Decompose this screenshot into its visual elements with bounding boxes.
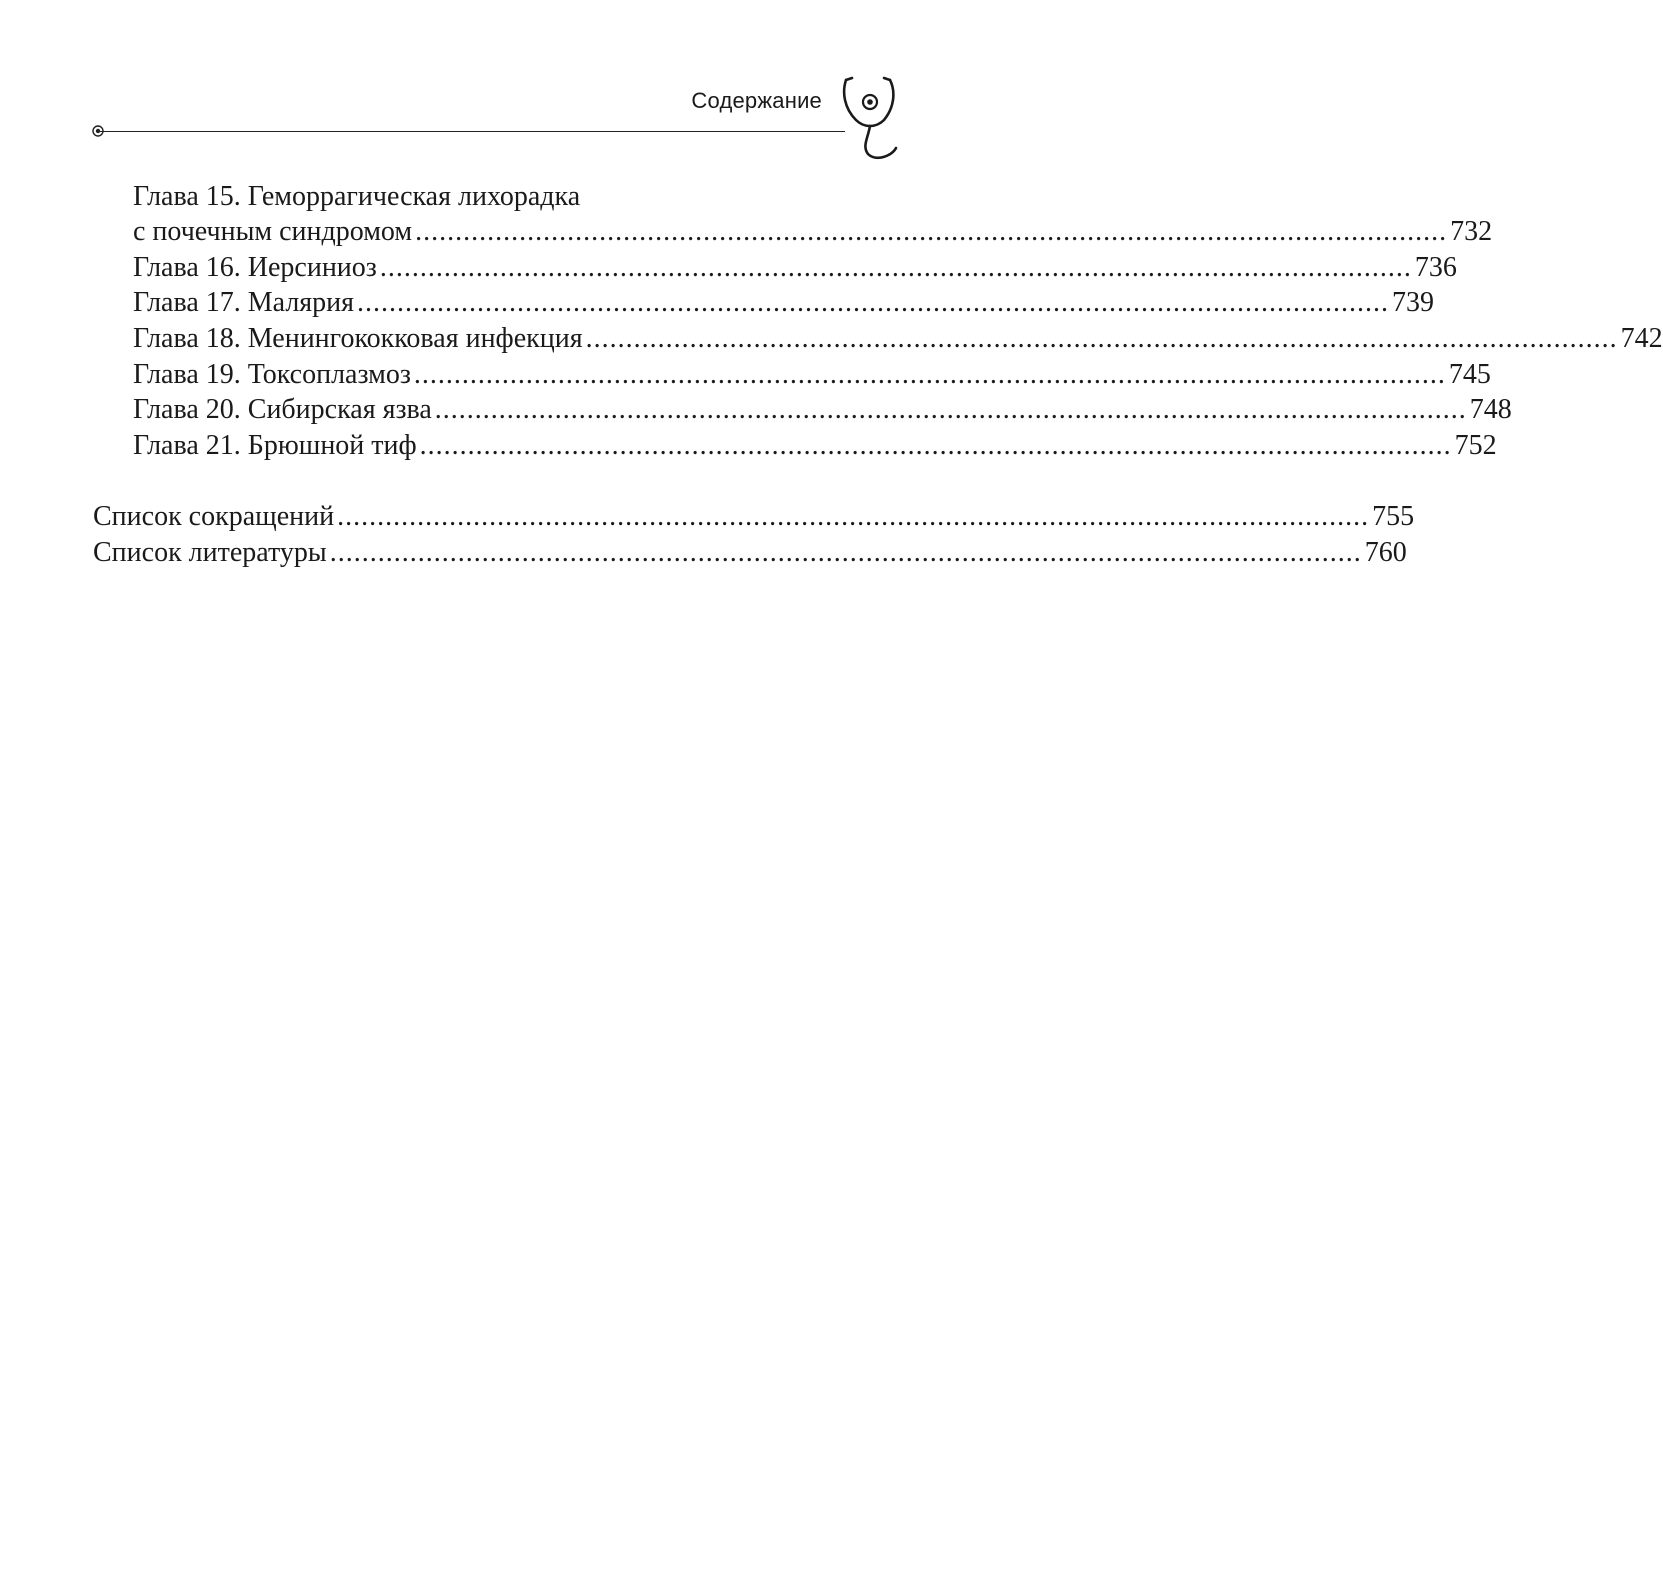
dot-leader: ................................................................................................................................. [357, 287, 1390, 318]
toc-entry-page: 736 [1414, 252, 1457, 283]
dot-leader: ................................................................................................................................. [434, 394, 1467, 425]
toc-entry-page: 760 [1364, 537, 1407, 568]
toc-entry-page: 745 [1448, 359, 1491, 390]
toc-entry-title: Глава 15. Геморрагическая лихорадка [133, 181, 581, 212]
stethoscope-icon [838, 74, 902, 160]
toc-entry-chapter-15-line1 [133, 179, 890, 215]
toc-entry-title: Глава 16. Иерсиниоз [133, 252, 377, 283]
toc-entry-title: Список сокращений [93, 501, 335, 532]
toc-entry-references[interactable] [93, 535, 1407, 571]
toc-entry-title: Глава 21. Брюшной тиф [133, 430, 417, 461]
toc-entry-page: 755 [1372, 501, 1415, 532]
toc-entry-page: 739 [1392, 287, 1435, 318]
dot-leader: ................................................................................................................................. [337, 501, 1370, 532]
toc-entry-chapter-18[interactable] [133, 321, 1663, 357]
header-rule [100, 131, 845, 132]
toc-entry-title: Глава 18. Менингококковая инфекция [133, 323, 583, 354]
dot-leader: ................................................................................................................................. [329, 537, 1362, 568]
toc-entry-chapter-21[interactable] [133, 428, 1497, 464]
toc-entry-chapter-17[interactable] [133, 285, 1435, 321]
running-title: Содержание [691, 88, 822, 113]
dot-leader: ................................................................................................................................. [415, 216, 1448, 247]
toc-entry-abbreviations[interactable] [93, 499, 1415, 535]
dot-leader: ................................................................................................................................. [585, 323, 1618, 354]
toc-entry-chapter-19[interactable] [133, 357, 1491, 393]
toc-entry-page: 748 [1469, 394, 1512, 425]
toc-entry-title: Глава 19. Токсоплазмоз [133, 359, 411, 390]
toc-entry-page: 732 [1450, 216, 1493, 247]
dot-leader: ................................................................................................................................. [379, 252, 1412, 283]
toc-entry-page: 752 [1454, 430, 1497, 461]
toc-entry-title: Глава 20. Сибирская язва [133, 394, 432, 425]
toc-entry-chapter-16[interactable] [133, 250, 1457, 286]
toc-entry-title: Глава 17. Малярия [133, 287, 355, 318]
toc-entry-title: Список литературы [93, 537, 327, 568]
toc-entry-page: 742 [1620, 323, 1663, 354]
toc-entry-chapter-15[interactable] [133, 214, 1493, 250]
dot-leader: ................................................................................................................................. [413, 359, 1446, 390]
toc-entry-chapter-20[interactable] [133, 392, 1512, 428]
page-header [0, 0, 1000, 170]
toc-entry-title: с почечным синдромом [133, 216, 413, 247]
dot-leader: ................................................................................................................................. [419, 430, 1452, 461]
